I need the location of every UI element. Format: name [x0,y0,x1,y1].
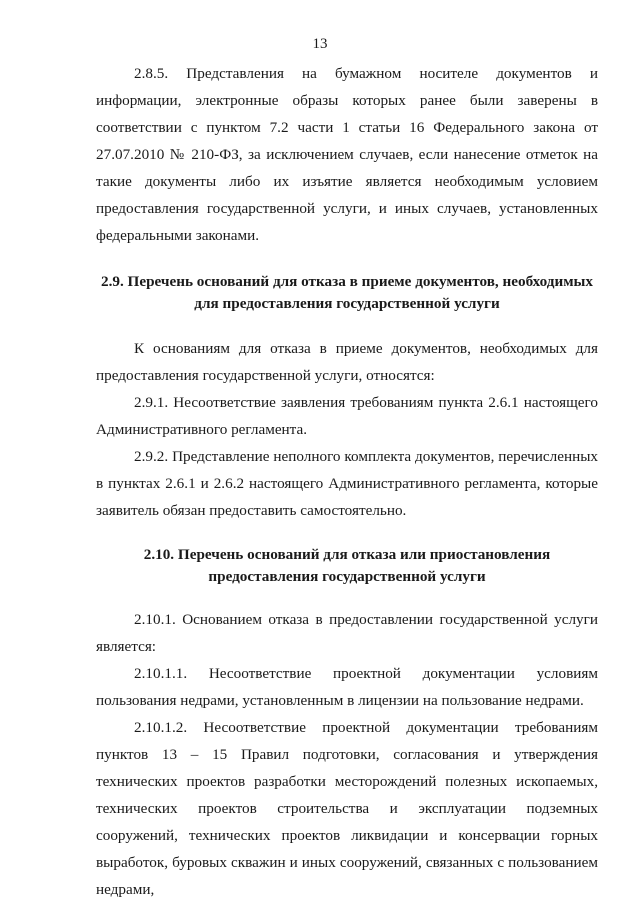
paragraph-2-8-5: 2.8.5. Представления на бумажном носителе документов и информации, электронные образы которых ранее были заверены в соответствии с пунктом 7.2 части 1 статьи 16 Федерального закона от 27.07.2010 № 210-ФЗ, за исключением случаев, если нанесение отметок на такие документы либо их изъятие является необходимым условием предоставления государственной услуги, и иных случаев, установленных федеральными законами. [96,65,598,244]
section-heading-2-9: 2.9. Перечень оснований для отказа в приеме документов, необходимых для предоставления государственной услуги [100,273,594,312]
document-body [96,60,598,903]
paragraph-2-10-1: 2.10.1. Основанием отказа в предоставлении государственной услуги является: [96,611,598,655]
paragraph-2-10-1-1: 2.10.1.1. Несоответствие проектной документации условиям пользования недрами, установленным в лицензии на пользование недрами. [96,665,598,709]
paragraph-2-9-intro: К основаниям для отказа в приеме документов, необходимых для предоставления государственной услуги, относятся: [96,340,598,384]
paragraph-2-10-1-2: 2.10.1.2. Несоответствие проектной документации требованиям пунктов 13 – 15 Правил подготовки, согласования и утверждения технических проектов разработки месторождений полезных ископаемых, технических проектов строительства и эксплуатации подземных сооружений, технических проектов ликвидации и консервации горных выработок, буровых скважин и иных сооружений, связанных с пользованием недрами, [96,719,598,898]
paragraph-2-9-1: 2.9.1. Несоответствие заявления требованиям пункта 2.6.1 настоящего Административного регламента. [96,394,598,438]
paragraph-2-9-2: 2.9.2. Представление неполного комплекта документов, перечисленных в пунктах 2.6.1 и 2.6.2 настоящего Административного регламента, которые заявитель обязан предоставить самостоятельно. [96,448,598,519]
page-number: 13 [312,36,328,52]
section-heading-2-10: 2.10. Перечень оснований для отказа или приостановления предоставления государственной услуги [143,546,551,585]
